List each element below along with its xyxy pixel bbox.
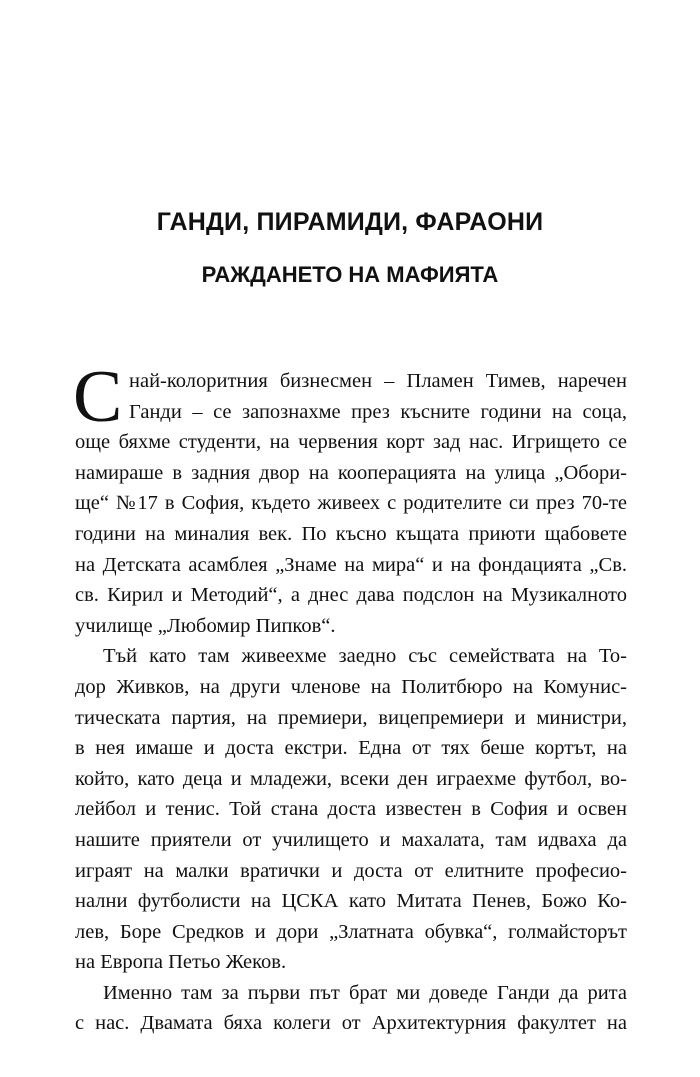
text-line: намираше в задния двор на кооперацията на улица „Обори- xyxy=(75,461,627,484)
text-line: Ганди – се запознахме през късните години на соца, xyxy=(129,400,627,423)
text-line: години на миналия век. По късно къщата приюти щабовете xyxy=(75,522,627,545)
text-line: който, като деца и младежи, всеки ден играехме футбол, во- xyxy=(75,767,627,790)
chapter-subtitle: РАЖДАНЕТО НА МАФИЯТА xyxy=(201,262,499,287)
text-line: училище „Любомир Пипков“. xyxy=(75,614,336,637)
text-line: нални футболисти на ЦСКА като Митата Пенев, Божо Ко- xyxy=(75,890,627,913)
text-line: с нас. Двамата бяха колеги от Архитектурния факултет на xyxy=(75,1012,627,1035)
text-line: лев, Боре Средков и дори „Златната обувка“, голмайсторът xyxy=(75,920,627,943)
text-line: Тъй като там живеехме заедно със семействата на То- xyxy=(103,645,627,668)
chapter-title: ГАНДИ, ПИРАМИДИ, ФАРАОНИ xyxy=(156,208,544,236)
text-line: в нея имаше и доста екстри. Една от тях беше кортът, на xyxy=(75,737,627,760)
text-line: на Европа Петьо Жеков. xyxy=(75,951,287,974)
text-line: тическата партия, на премиери, вицепремиери и министри, xyxy=(75,706,627,729)
text-line: още бяхме студенти, на червения корт зад нас. Игрището се xyxy=(75,431,627,454)
body-text xyxy=(73,356,627,1039)
text-line: играят на малки вратички и доста от елитните професио- xyxy=(75,859,627,882)
text-line: на Детската асамблея „Знаме на мира“ и на фондацията „Св. xyxy=(75,553,627,576)
text-line: дор Живков, на други членове на Политбюро на Комунис- xyxy=(75,675,627,698)
text-line: ще“ №17 в София, където живеех с родителите си през 70-те xyxy=(75,492,627,515)
text-line: нашите приятели от училището и махалата, там идваха да xyxy=(75,828,627,851)
text-line: най-колоритния бизнесмен – Пламен Тимев, наречен xyxy=(129,370,627,392)
text-line: лейбол и тенис. Той стана доста известен в София и освен xyxy=(75,798,627,821)
text-line: св. Кирил и Методий“, а днес дава подслон на Музикалното xyxy=(75,584,627,607)
drop-cap: С xyxy=(73,356,123,438)
text-line: Именно там за първи път брат ми доведе Ганди да рита xyxy=(103,981,627,1004)
